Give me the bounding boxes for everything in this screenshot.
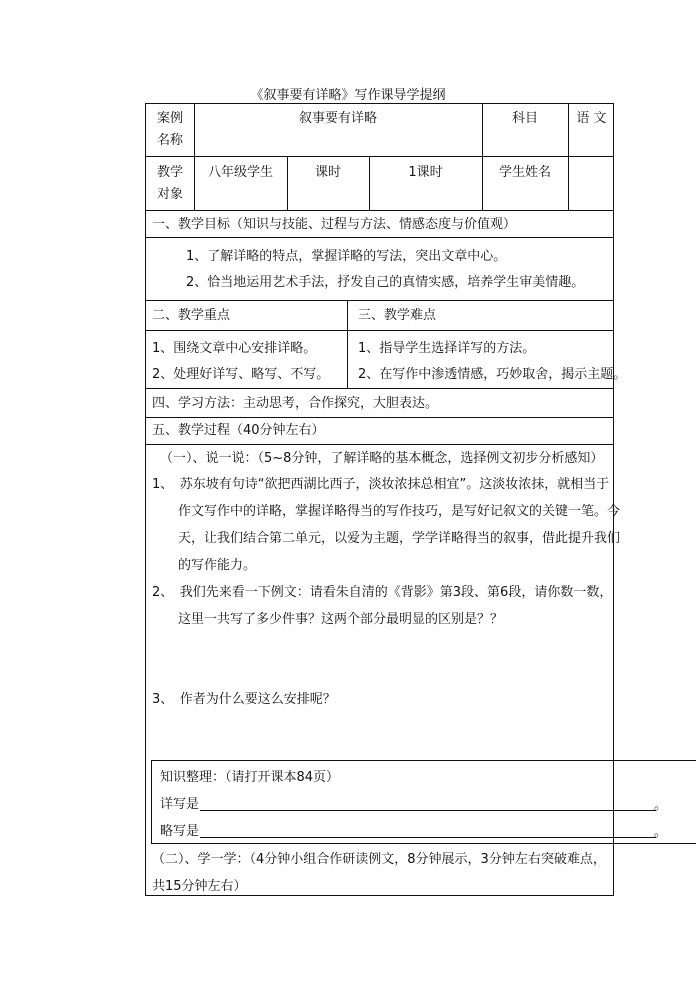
goal-item: 2、恰当地运用艺术手法，抒发自己的真情实感，培养学生审美情趣。: [186, 275, 585, 290]
paragraph-2: 2、 我们先来看一下例文：请看朱自清的《背影》第3段、第6段，请你数一数， 这里一共写了多少件事？这两个部分最明显的区别是？？: [152, 585, 613, 627]
part1-heading: （一）、说一说：（5~8分钟，了解详略的基本概念，选择例文初步分析感知）: [160, 451, 604, 466]
detail-answer-line[interactable]: [200, 810, 656, 811]
case-name-value: 叙事要有详略: [298, 111, 377, 126]
goal-item: 1、了解详略的特点，掌握详略的写法，突出文章中心。: [186, 249, 507, 264]
process-heading: 五、教学过程（40分钟左右）: [152, 423, 325, 438]
paragraph-1: 1、 苏东坡有句诗“欲把西湖比西子，淡妆浓抹总相宜”。这淡妆浓抹，就相当于 作文写作中的详略，掌握详略得当的写作技巧，是写好记叙文的关键一笔。今 天，让我们结合第二单元，以爱为主题，学学详略得当的叙事，借此提升我们 的写作能力。: [152, 477, 621, 573]
subject-label: 科目: [511, 111, 538, 126]
paragraph-3: 3、 作者为什么要这么安排呢？: [152, 692, 336, 707]
subject-value: 语 文: [576, 111, 607, 126]
class-hours-label: 课时: [314, 165, 341, 180]
part2-text: （二）、学一学：（4分钟小组合作研读例文，8分钟展示，3分钟左右突破难点， 共15分钟左右）: [152, 852, 606, 894]
knowledge-box: [151, 760, 696, 844]
class-hours-value: 1课时: [408, 165, 443, 180]
difficulty-item: 1、指导学生选择详写的方法。: [358, 341, 536, 356]
knowledge-heading: 知识整理：（请打开课本84页）: [160, 770, 340, 785]
document-title: 《叙事要有详略》写作课导学提纲: [250, 88, 446, 103]
teaching-target-value: 八年级学生: [207, 165, 273, 180]
teaching-target-label: 教学 对象: [156, 165, 183, 202]
case-name-label: 案例 名称: [156, 111, 183, 148]
brief-answer-line[interactable]: [200, 837, 656, 838]
student-name-field[interactable]: [568, 162, 615, 184]
key-point-item: 2、处理好详写、略写、不写。: [152, 367, 330, 382]
student-name-label: 学生姓名: [498, 165, 551, 180]
detail-label: 详写是: [160, 797, 200, 812]
learning-method: 四、学习方法：主动思考，合作探究，大胆表达。: [152, 396, 439, 411]
key-point-item: 1、围绕文章中心安排详略。: [152, 341, 317, 356]
detail-end-mark: 。: [654, 798, 668, 813]
brief-end-mark: 。: [654, 825, 668, 840]
goals-heading: 一、教学目标（知识与技能、过程与方法、情感态度与价值观）: [152, 217, 517, 232]
difficulties-heading: 三、教学难点: [358, 308, 437, 323]
brief-label: 略写是: [160, 824, 200, 839]
key-points-heading: 二、教学重点: [152, 308, 231, 323]
difficulty-item: 2、在写作中渗透情感，巧妙取舍，揭示主题。: [358, 367, 627, 382]
